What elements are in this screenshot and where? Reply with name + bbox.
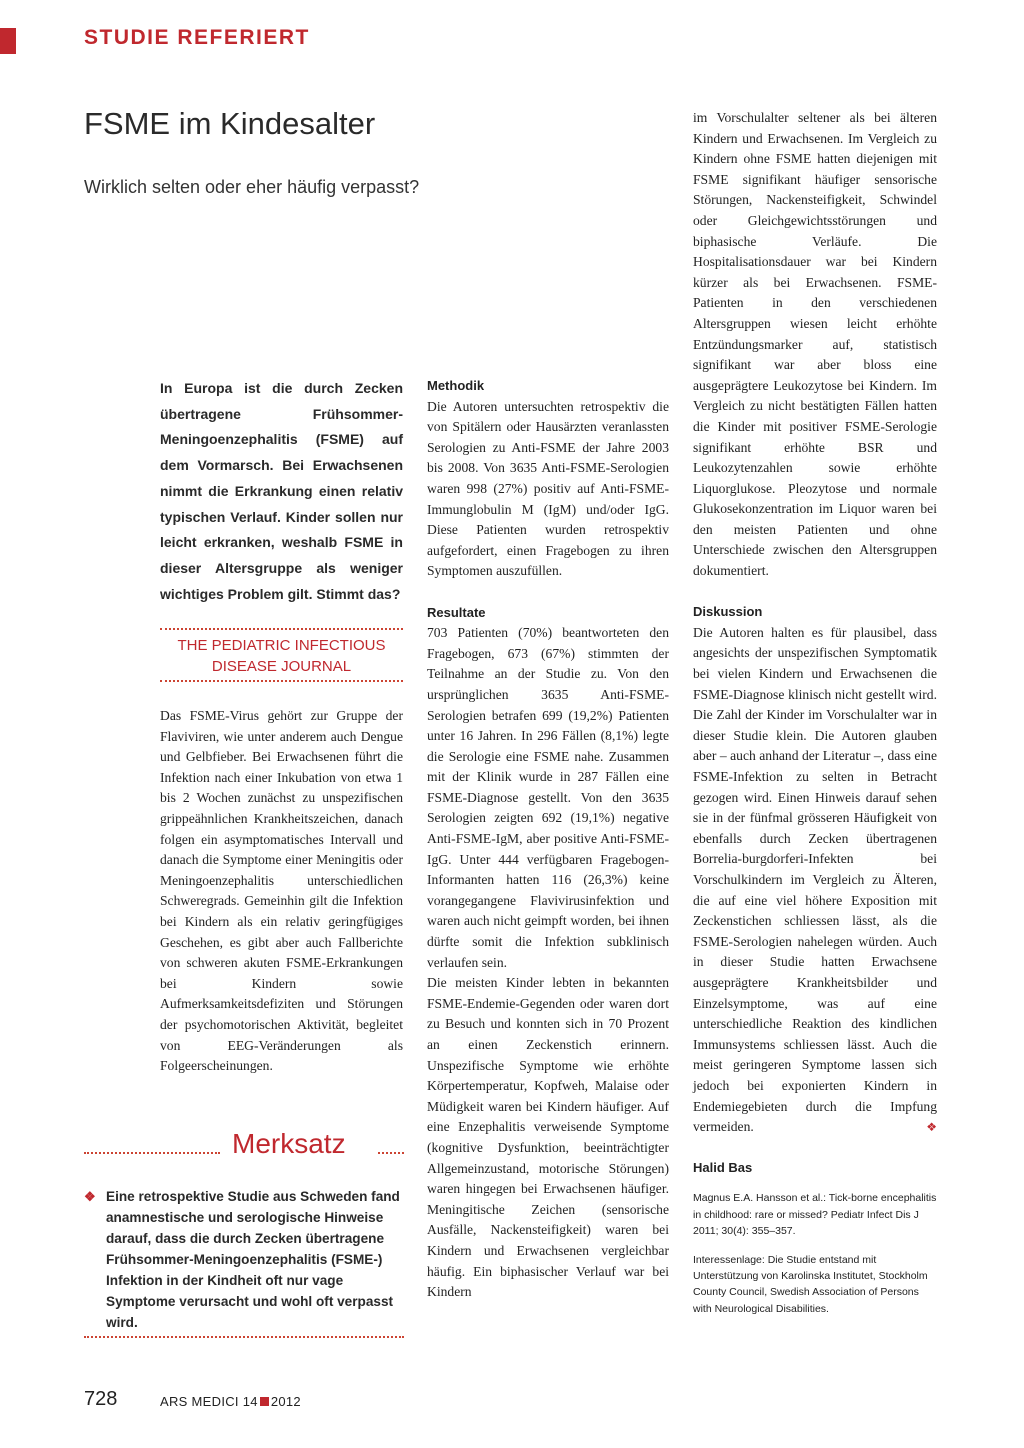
footer-journal bbox=[160, 1394, 301, 1409]
intro-paragraph: Das FSME-Virus gehört zur Gruppe der Flaviviren, wie unter anderem auch Dengue und Gelbfieber. Bei Erwachsenen führt die Infektion nach einer Inkubation von etwa 1 bis 2 Wochen zunächst zu unspezifischen grippeähnlichen Krankheitszeichen, danach folgen ein asymptomatisches Intervall und danach die Symptome einer Meningitis oder Meningoenzephalitis unterschiedlichen Schweregrads. Gemeinhin gilt die Infektion bei Kindern als ein relativ geringfügiges Geschehen, es gibt aber auch Fallberichte von schweren akuten FSME-Erkrankungen bei Kindern sowie Aufmerksamkeitsdefiziten und Störungen der psychomotorischen Aktivität, begleitet von EEG-Veränderungen als Folgeerscheinungen. bbox=[160, 708, 403, 1074]
diskussion-body: Die Autoren halten es für plausibel, dass angesichts der unspezifischen Symptomatik bei vielen Kindern und Erwachsenen die FSME-Diagnose klinisch nicht gestellt wird. Die Zahl der Kinder im Vorschulalter war in dieser Studie klein. Die Autoren glauben aber – auch anhand der Literatur –, dass eine FSME-Infektion zu selten in Betracht gezogen wird. Einen Hinweis darauf sehen sie in der fünfmal grösseren Häufigkeit von ebenfalls durch Zecken übertragenen Borrelia-burgdorferi-Infekten bei Vorschulkindern im Vergleich zu Älteren, die auf eine viel höhere Exposition mit Zeckenstichen schliessen lässt, als die FSME-Serologien nahelegen würden. Auch in dieser Studie hatten Erwachsene ausgeprägtere Krankheitsbilder und Einzelsymptome, was auf eine unterschiedliche Reaktion des kindlichen Immunsystems schliessen lässt. Auch die meist geringeren Symptome lassen sich jedoch bei exponierten Kindern in Endemiegebieten durch die Impfung vermeiden. bbox=[693, 624, 937, 1135]
intro-column bbox=[160, 706, 403, 1077]
resultate-paragraph-3: im Vorschulalter seltener als bei älteren Kindern und Erwachsenen. Im Vergleich zu Kindern ohne FSME hatten diejenigen mit FSME signifikant häufiger sensorische Störungen, Nackensteifigkeit, Schwindel oder Gleichgewichtsstörungen und biphasische Verläufe. Die Hospitalisationsdauer war bei Kindern kürzer als bei Erwachsenen. FSME-Patienten in den verschiedenen Altersgruppen wiesen leicht erhöhte Entzündungsmarker auf, statistisch signifikant war aber bloss eine ausgeprägtere Leukozytose bei Kindern. Im Vergleich zu nicht bestätigten Fällen hatten die Kinder mit positiver FSME-Serologie signifikant erhöhte BSR und Leukozytenzahlen sowie erhöhte Liquorglukose. Pleozytose und normale Glukosekonzentration im Liquor waren bei den meisten Patienten und ohne Unterschiede zwischen den Altersgruppen dokumentiert. bbox=[693, 110, 937, 579]
reference: Magnus E.A. Hansson et al.: Tick-borne encephalitis in childhood: rare or missed? Pediatr Infect Dis J 2011; 30(4): 355–357. bbox=[693, 1192, 937, 1238]
resultate-heading: Resultate bbox=[427, 604, 486, 620]
journal-name: THE PEDIATRIC INFECTIOUS DISEASE JOURNAL bbox=[177, 637, 386, 675]
author-name: Halid Bas bbox=[693, 1159, 753, 1175]
column-2 bbox=[427, 376, 669, 1303]
resultate-paragraph-2: Die meisten Kinder lebten in bekannten FSME-Endemie-Gegenden oder waren dort zu Besuch und konnten sich in 70 Prozent an einen Zeckenstich erinnern. Unspezifische Symptome wie erhöhte Körpertemperatur, Kopfweh, Malaise oder Müdigkeit waren bei Kindern häufiger. Auf eine Enzephalitis verweisende Symptome (kognitive Dysfunktion, beeinträchtigter Allgemeinzustand, motorische Störungen) waren hingegen bei Erwachsenen häufiger. Meningitische Zeichen (sensorische Ausfälle, Nackensteifigkeit) waren bei Kindern und Erwachsenen vergleichbar häufig. Ein biphasischer Verlauf war bei Kindern bbox=[427, 975, 669, 1300]
merksatz-box bbox=[84, 1186, 404, 1333]
square-icon bbox=[260, 1397, 269, 1406]
end-mark-icon: ❖ bbox=[926, 1120, 937, 1135]
diskussion-heading: Diskussion bbox=[693, 604, 763, 620]
methodik-text: Die Autoren untersuchten retrospektiv die von Spitälern oder Hausärzten veranlassten Serologien zu Anti-FSME der Jahre 2003 bis 2008. Von 3635 Anti-FSME-Serologien waren 998 (27%) positiv auf Anti-FSME-Immunglobulin M (IgM) und/oder IgG. Diese Patienten wurden retrospektiv aufgefordert, einen Fragebogen zu ihren Symptomen auszufüllen. bbox=[427, 398, 669, 579]
article-title: FSME im Kindesalter bbox=[84, 106, 376, 141]
footer-year: 2012 bbox=[270, 1394, 301, 1409]
merksatz-text: Eine retrospektive Studie aus Schweden fand anamnestische und serologische Hinweise darauf, dass die durch Zecken übertragene Frühsommer-Meningoenzephalitis (FSME-) Infektion in der Kindheit oft nur vage Symptome verursacht und wohl oft verpasst wird. bbox=[106, 1189, 400, 1330]
merksatz-title: Merksatz bbox=[232, 1128, 346, 1159]
journal-label bbox=[160, 628, 403, 682]
merksatz-header bbox=[84, 1128, 404, 1168]
diamond-bullet-icon: ❖ bbox=[84, 1189, 96, 1204]
dotted-divider bbox=[84, 1336, 404, 1338]
page-number: 728 bbox=[84, 1388, 118, 1410]
section-rubric: STUDIE REFERIERT bbox=[84, 26, 310, 49]
dotted-divider bbox=[378, 1152, 404, 1154]
footer-journal-name: ARS MEDICI 14 bbox=[160, 1394, 258, 1409]
article-subtitle: Wirklich selten oder eher häufig verpasst? bbox=[84, 177, 420, 197]
section-marker bbox=[0, 28, 16, 54]
disclosure: Interessenlage: Die Studie entstand mit Unterstützung von Karolinska Institutet, Stockholm County Council, Swedish Association of Persons with Neurological Disabilities. bbox=[693, 1253, 928, 1315]
methodik-heading: Methodik bbox=[427, 378, 485, 393]
dotted-divider bbox=[84, 1152, 220, 1154]
column-3 bbox=[693, 108, 937, 1317]
diskussion-text bbox=[693, 623, 937, 1138]
article-lead: In Europa ist die durch Zecken übertragene Frühsommer-Meningoenzephalitis (FSME) auf dem Vormarsch. Bei Erwachsenen nimmt die Erkrankung einen relativ typischen Verlauf. Kinder sollen nur leicht erkranken, weshalb FSME in dieser Altersgruppe als weniger wichtiges Problem gilt. Stimmt das? bbox=[160, 380, 403, 602]
resultate-paragraph-1: 703 Patienten (70%) beantworteten den Fragebogen, 673 (67%) stimmten der Teilnahme an der Studie zu. Von den ursprünglichen 3635 Anti-FSME-Serologien betrafen 699 (19,2%) Patienten unter 16 Jahren. In 296 Fällen (8,1%) legte die Serologie eine FSME nahe. Zusammen mit der Klinik wurde in 287 Fällen eine FSME-Diagnose gestellt. Von den 3635 Serologien zeigten 692 (19,1%) negative Anti-FSME-IgM, aber positive Anti-FSME-IgG. Unter 444 verfügbaren Fragebogen-Informanten hatten 116 (26,3%) keine vorangegangene Flavivirusinfektion und waren auch nicht geimpft worden, bei ihnen dürfte somit die Infektion subklinisch verlaufen sein. bbox=[427, 625, 669, 970]
